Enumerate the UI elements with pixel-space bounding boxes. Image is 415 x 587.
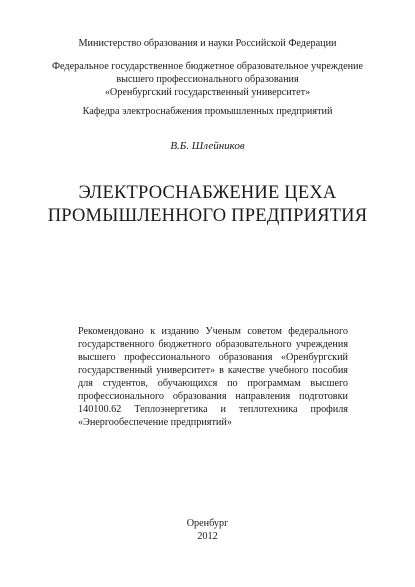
department-name: Кафедра электроснабжения промышленных предприятий xyxy=(82,106,333,117)
ministry-name: Министерство образования и науки Российской Федерации xyxy=(78,38,337,49)
university-line-1: Федеральное государственное бюджетное образовательное учреждение xyxy=(51,61,364,72)
publication-city: Оренбург xyxy=(186,518,229,529)
document-title xyxy=(0,182,415,228)
title-line-1: ЭЛЕКТРОСНАБЖЕНИЕ ЦЕХА xyxy=(78,183,337,203)
title-line-2: ПРОМЫШЛЕННОГО ПРЕДПРИЯТИЯ xyxy=(47,206,368,226)
university-line-2: высшего профессионального образования xyxy=(116,74,299,85)
university-line-3: «Оренбургский государственный университет» xyxy=(104,87,311,98)
publication-year: 2012 xyxy=(197,531,218,542)
recommendation-text: Рекомендовано к изданию Ученым советом федерального государственного бюджетного образовательного учреждения высшего профессионального образования «Оренбургский государственный университет» в качестве учебного пособия для студентов, обучающихся по программам высшего профессионального образования направления подготовки 140100.62 Теплоэнергетика и теплотехника профиля «Энергообеспечение предприятий» xyxy=(78,326,348,428)
author-name: В.Б. Шлейников xyxy=(170,140,245,152)
university-name-block xyxy=(0,60,415,99)
